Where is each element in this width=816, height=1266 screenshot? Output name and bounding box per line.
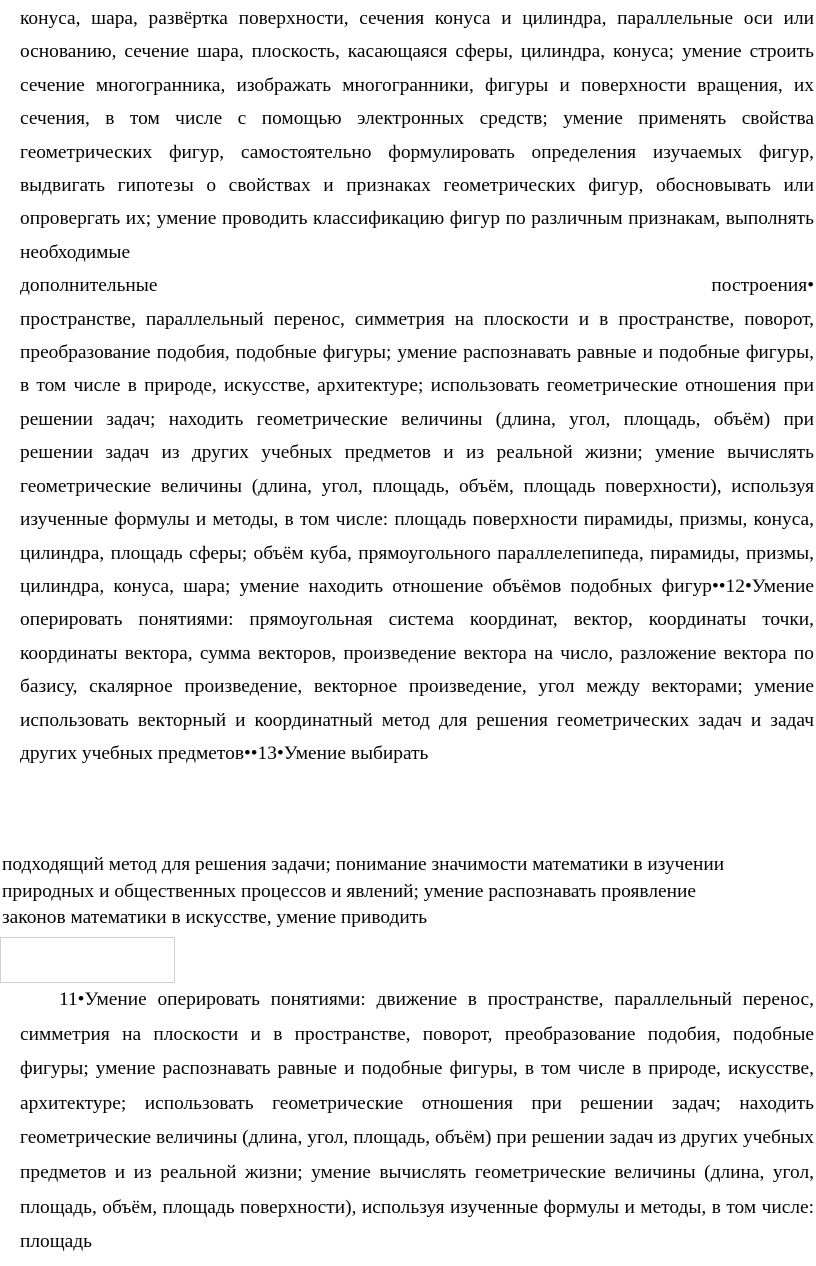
break-word-left: дополнительные (20, 275, 158, 297)
body-paragraph-second: 11•Умение оперировать понятиями: движение в пространстве, параллельный перенос, симметрия на плоскости и в пространстве, поворот, преобразование подобия, подобные фигуры; умение распознавать равные и подобные фигуры, в том числе в природе, искусстве, архитектуре; использовать геометрические отношения при решении задач; находить геометрические величины (длина, угол, площадь, объём) при решении задач из других учебных предметов и из реальной жизни; умение вычислять геометрические величины (длина, угол, площадь, объём, площадь поверхности), используя изученные формулы и методы, в том числе: площадь (20, 989, 814, 1253)
break-word-right: построения• (711, 275, 814, 297)
body-paragraph-plain: подходящий метод для решения задачи; понимание значимости математики в изучении природных и общественных процессов и явлений; умение распознавать проявление законов математики в искусстве, умение приводить (2, 854, 725, 929)
justified-break-line (20, 269, 814, 302)
footnote-separator-box (0, 937, 175, 983)
paragraph-text-part-2: пространстве, параллельный перенос, симметрия на плоскости и в пространстве, поворот, преобразование подобия, подобные фигуры; умение распознавать равные и подобные фигуры, в том числе в природе, искусстве, архитектуре; использовать геометрические отношения при решении задач; находить геометрические величины (длина, угол, площадь, объём) при решении задач из других учебных предметов и из реальной жизни; умение вычислять геометрические величины (длина, угол, площадь, объём, площадь поверхности), используя изученные формулы и методы, в том числе: площадь поверхности пирамиды, призмы, конуса, цилиндра, площадь сферы; объём куба, прямоугольного параллелепипеда, пирамиды, призмы, цилиндра, конуса, шара; умение находить отношение объёмов подобных фигур••12•Умение оперировать понятиями: прямоугольная система координат, вектор, координаты точки, координаты вектора, сумма векторов, произведение вектора на число, разложение вектора по базису, скалярное произведение, векторное произведение, угол между векторами; умение использовать векторный и координатный метод для решения геометрических задач и задач других учебных предметов••13•Умение выбирать (20, 308, 814, 764)
body-paragraph-main (20, 2, 814, 770)
paragraph-text-part-1: конуса, шара, развёртка поверхности, сечения конуса и цилиндра, параллельные оси или основанию, сечение шара, плоскость, касающаяся сферы, цилиндра, конуса; умение строить сечение многогранника, изображать многогранники, фигуры и поверхности вращения, их сечения, в том числе с помощью электронных средств; умение применять свойства геометрических фигур, самостоятельно формулировать определения изучаемых фигур, выдвигать гипотезы о свойствах и признаках геометрических фигур, обосновывать или опровергать их; умение проводить классификацию фигур по различным признакам, выполнять необходимые (20, 8, 814, 263)
